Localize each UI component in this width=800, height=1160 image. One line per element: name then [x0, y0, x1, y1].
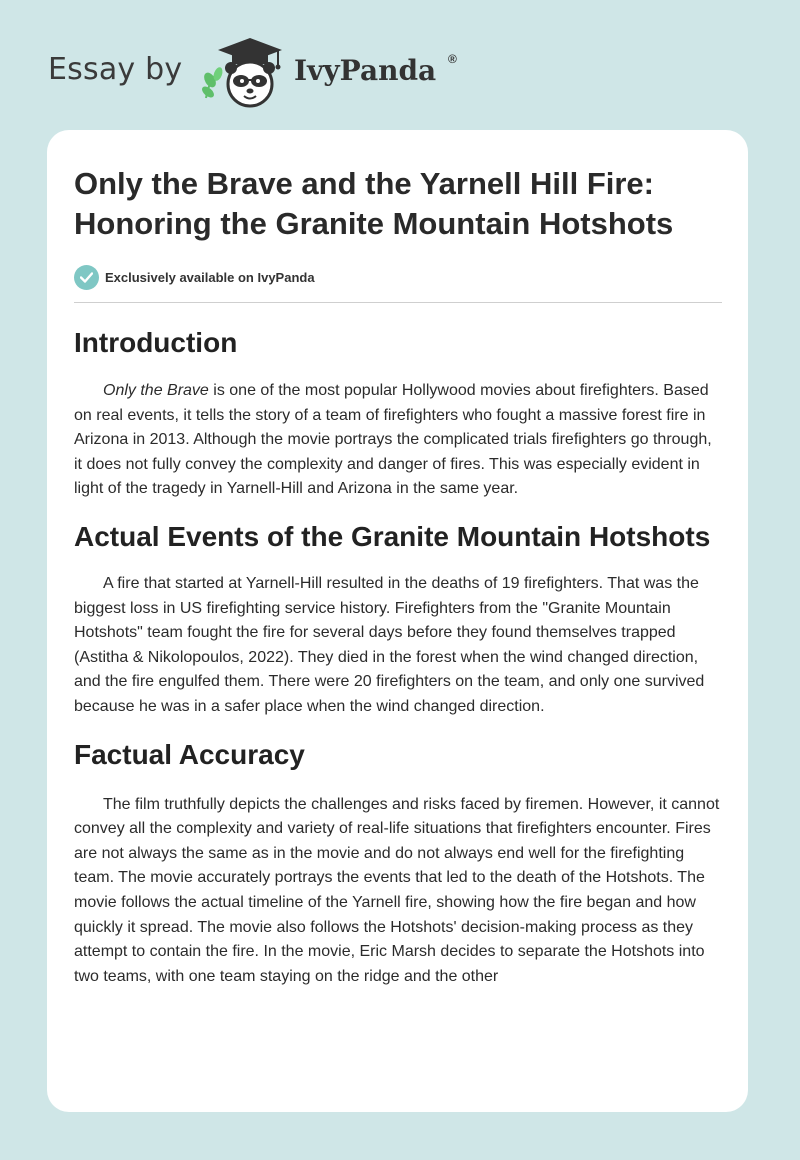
- article-title: Only the Brave and the Yarnell Hill Fire: Honoring the Granite Mountain Hotshots: [74, 166, 674, 241]
- brand-header[interactable]: [48, 34, 468, 114]
- section-paragraph-factual-accuracy: The film truthfully depicts the challenges and risks faced by firemen. However, it cannot convey all the complexity and variety of real-life situations that firefighters encounter. Fires are not always the same as in the movie and do not always end well for the firefighting team. The movie accurately portrays the events that led to the death of the Hotshots. The movie follows the actual timeline of the Yarnell fire, showing how the fire began and how quickly it spread. The movie also follows the Hotshots' decision-making process as they attempt to contain the fire. In the movie, Eric Marsh decides to separate the Hotshots into two teams, with one team staying on the ridge and the other: [74, 795, 720, 985]
- brand-name: IvyPanda: [294, 54, 437, 87]
- section-heading-introduction: Introduction: [74, 327, 238, 358]
- article-content: [74, 164, 722, 989]
- article-card: [47, 130, 748, 1112]
- exclusive-badge: [74, 264, 722, 290]
- section-paragraph-introduction: [74, 379, 722, 502]
- registered-mark: ®: [448, 52, 457, 66]
- title-divider: [74, 302, 722, 303]
- brand-prefix: Essay by: [48, 52, 183, 87]
- movie-title-emphasis: Only the Brave: [103, 382, 209, 399]
- intro-text: is one of the most popular Hollywood movies about firefighters. Based on real events, it tells the story of a team of firefighters who fought a massive forest fire in Arizona in 2013. Although the movie portrays the complicated trials firefighters go through, it does not fully convey the complexity and danger of fires. This was especially evident in light of the tragedy in Yarnell-Hill and Arizona in the same year.: [74, 382, 712, 498]
- section-paragraph-actual-events: A fire that started at Yarnell-Hill resulted in the deaths of 19 firefighters. That was the biggest loss in US firefighting service history. Firefighters from the "Granite Mountain Hotshots" team fought the fire for several days before they found themselves trapped (Astitha & Nikolopoulos, 2022). They died in the forest when the wind changed direction, and the fire engulfed them. There were 20 firefighters on the team, and only one survived because he was in a safer place when the wind changed direction.: [74, 574, 705, 715]
- check-circle-icon: [74, 265, 99, 290]
- section-heading-actual-events: Actual Events of the Granite Mountain Hotshots: [74, 520, 711, 552]
- panda-graduate-icon: [198, 34, 290, 110]
- section-heading-factual-accuracy: Factual Accuracy: [74, 738, 305, 770]
- exclusive-badge-text: Exclusively available on IvyPanda: [105, 269, 315, 285]
